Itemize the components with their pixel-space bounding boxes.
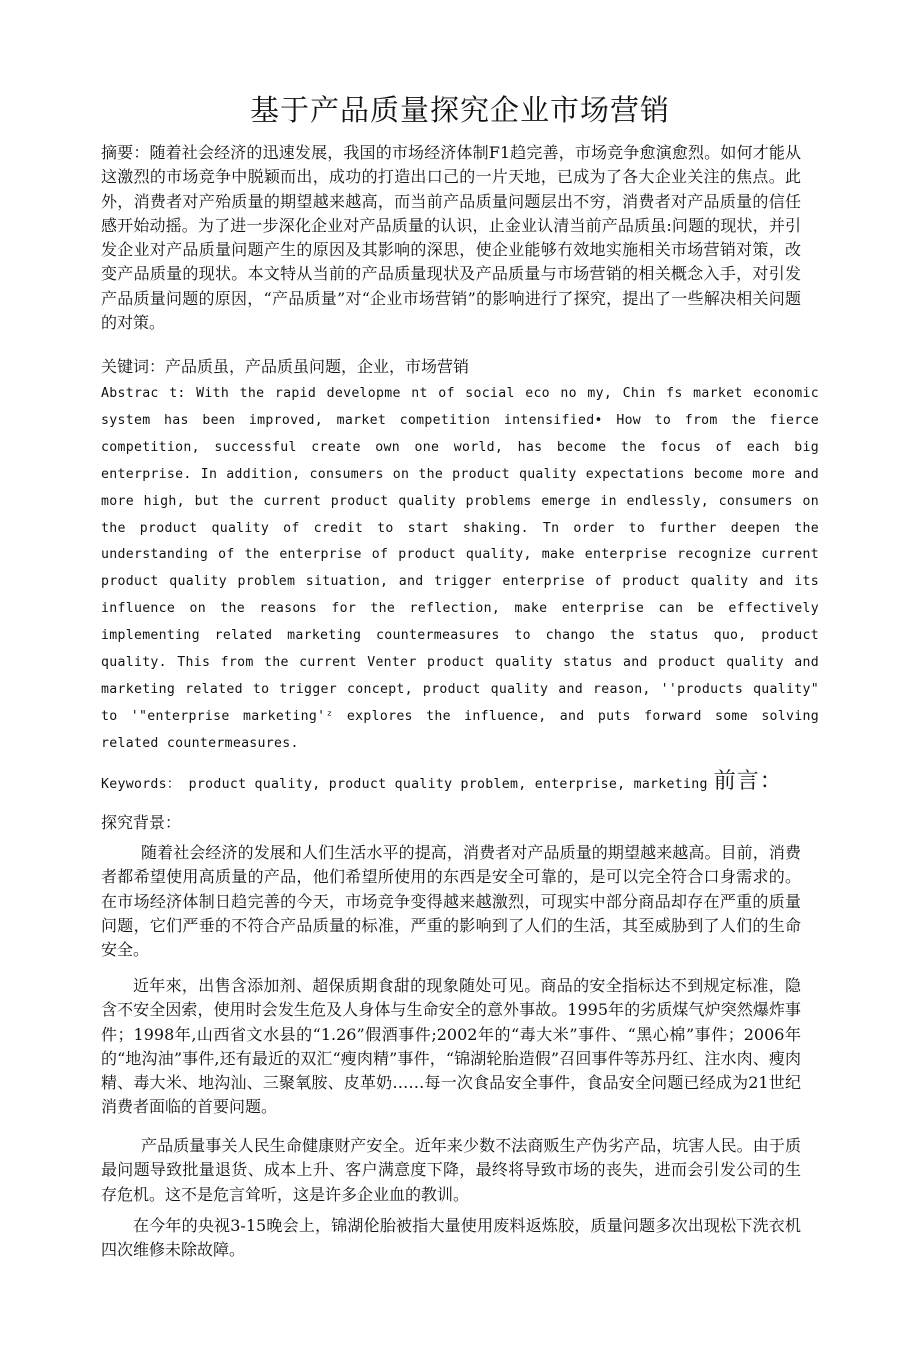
background-heading: 探究背景： xyxy=(101,813,182,832)
keywords-en-line xyxy=(101,764,821,795)
page-title: 基于产品质量探究企业市场营销 xyxy=(249,93,670,127)
abstract-en: Abstrac t: With the rapid developme nt of social eco no my, Chin fs market economic system has been improved, market competition intensified• How to from the fierce competition, successful create own one world, has become the focus of each big enterprise. In addition, consumers on the product quality expectations become more and more high, but the current product quality problems emerge in endlessly, consumers on the product quality of credit to start shaking. Tn order to further deepen the understanding of the enterprise of product quality, make enterprise recognize current product quality problem situation, and trigger enterprise of product quality and its influence on the reasons for the reflection, make enterprise can be effectively implementing related marketing countermeasures to chango the status quo, product quality. This from the current Venter product quality status and product quality and marketing related to trigger concept, product quality and reason, ''products quality" to '"enterprise marketing'ᶻ explores the influence, and puts forward some solving related countermeasures. xyxy=(101,386,819,751)
paragraph-3: 产品质量事关人民生命健康财产安全。近年来少数不法商贩生产伪劣产品，坑害人民。由于质最问题导致批量退货、成本上升、客户满意度下降，最终将导致市场的丧失，进而会引发公司的生存危机。这不是危言耸听，这是许多企业血的教训。 xyxy=(101,1136,801,1204)
preface-heading: 前言： xyxy=(713,769,783,794)
paragraph-2: 近年來，出售含添加剂、超保质期食甜的现象随处可见。商品的安全指标达不到规定标准，隐含不安全因索，使用时会发生危及人身体与生命安全的意外事故。1995年的劣质煤气炉突然爆炸事件；1998年,山西省文水县的“1.26”假酒事件;2002年的“毒大米”事件、“黑心棉”事件；2006年的“地沟油”事件,还有最近的双汇“瘦肉精”事件，“锦湖轮胎造假”召回事件等苏丹红、注水肉、瘦肉精、毒大米、地沟汕、三聚氧胺、皮革奶……每一次食品安全事件，食品安全问题已经成为21世纪消费者面临的首要问题。 xyxy=(101,976,801,1117)
abstract-cn: 摘要：随着社会经济的迅速发展，我国的市场经济体制F1趋完善，市场竞争愈演愈烈。如何才能从这激烈的市场竞争中脱颖而出，成功的打造出口己的一片天地，已成为了各大企业关注的焦点。此外，消费者对产殆质量的期望越来越高，而当前产品质量问题层出不穷，消费者对产品质量的信任感开始动摇。为了进一步深化企业对产品质量的认识，止金业认清当前产品质虽:问题的现状，并引发企业对产品质量问题产生的原因及其影响的深思，使企业能够冇效地实施相关市场营销对策，改变产品质量的现状。本文特从当前的产品质量现状及产品质量与市场营销的相关概念入手，对引发产品质量问题的原因，“产品质量”对“企业市场营销”的影响进行了探究，提出了一些解决相关问题的对策。 xyxy=(101,143,801,333)
paragraph-1: 随着社会经济的发展和人们生活水平的提高，消费者对产品质量的期望越来越高。目前，消费者都希望使用高质量的产品，他们希望所使用的东西是安全可靠的，是可以完全符合口身需求的。在市场经济体制日趋完善的今天，市场竞争变得越来越激烈，可现实中部分商品却存在严重的质量问题，它们严垂的不符合产品质量的标准，严重的影响到了人们的生活，其至威胁到了人们的生命安全。 xyxy=(101,843,801,960)
keywords-en: Keywords： product quality, product quality problem, enterprise, marketing xyxy=(101,777,708,792)
keywords-cn: 关键词：产品质虽，产品质虽问题，企业，市场营销 xyxy=(101,357,470,376)
paragraph-4: 在今年的央视3-15晚会上，锦湖伦胎被指大量使用废料返炼胶，质量问题多次出现松下洗衣机四次维修未除故障。 xyxy=(101,1216,801,1260)
